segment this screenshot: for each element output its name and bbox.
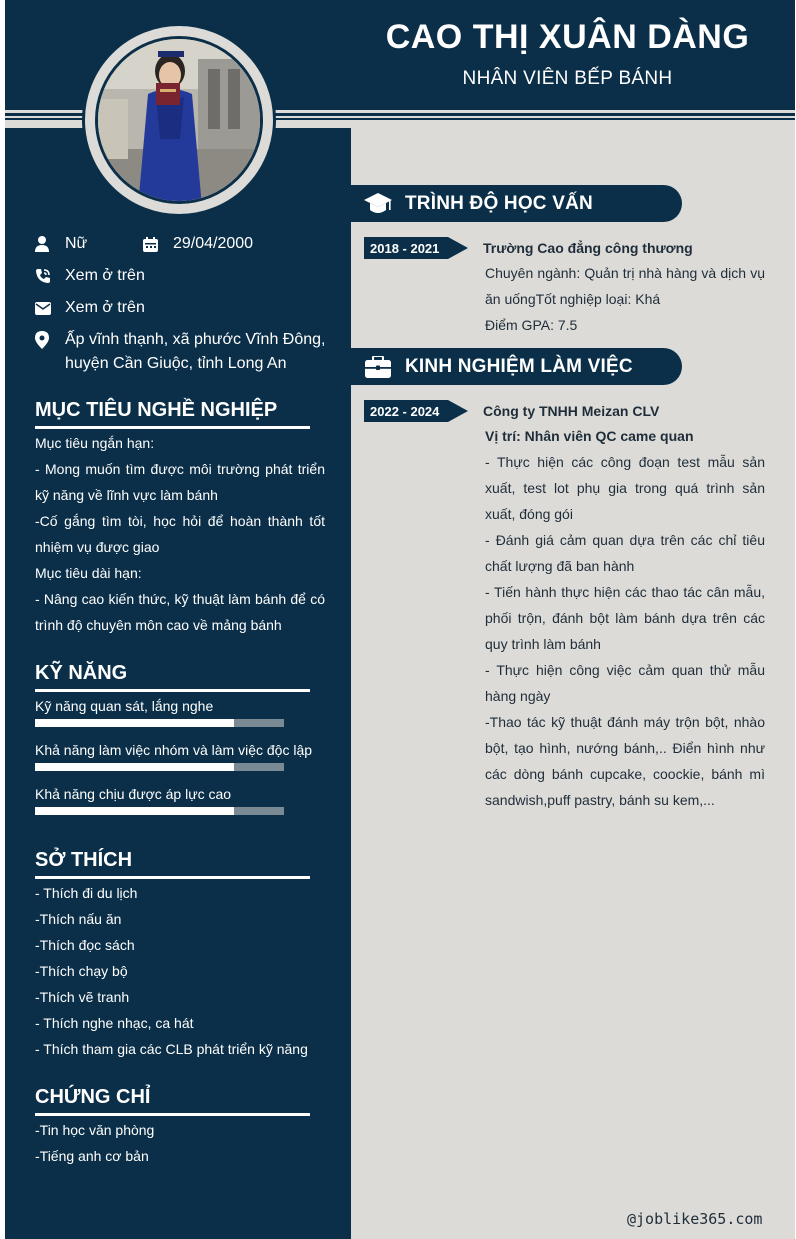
objective-heading: MỤC TIÊU NGHỀ NGHIỆP	[35, 399, 278, 421]
experience-position: Vị trí: Nhân viên QC came quan	[485, 428, 694, 444]
graduate-photo-icon	[98, 39, 263, 204]
hobby-item: -Thích nấu ăn	[35, 911, 122, 927]
email-row	[35, 296, 145, 320]
skill-label: Kỹ năng quan sát, lắng nghe	[35, 698, 214, 714]
hobby-item: -Thích đọc sách	[35, 937, 135, 953]
hobbies-list	[35, 880, 325, 1062]
hobbies-divider	[35, 876, 310, 879]
experience-header	[351, 348, 682, 385]
objective-line: - Nâng cao kiến thức, kỹ thuật làm bánh để có trình độ chuyên môn cao về mảng bánh	[35, 591, 325, 633]
experience-line: - Tiến hành thực hiện các thao tác cân mẫu, phối trộn, đánh bột làm bánh dựa trên các quy trình làm bánh	[485, 584, 765, 652]
experience-company: Công ty TNHH Meizan CLV	[483, 403, 660, 419]
education-heading: TRÌNH ĐỘ HỌC VẤN	[405, 192, 593, 214]
hobby-item: - Thích tham gia các CLB phát triển kỹ năng	[35, 1041, 308, 1057]
education-period-tag	[364, 237, 468, 259]
experience-line: - Đánh giá cảm quan dựa trên các chỉ tiêu chất lượng đã ban hành	[485, 532, 765, 574]
address-value: Ấp vĩnh thạnh, xã phước Vĩnh Đông, huyện Cần Giuộc, tỉnh Long An	[65, 331, 326, 372]
envelope-icon	[35, 296, 65, 320]
objective-text	[35, 430, 325, 638]
phone-value: Xem ở trên	[65, 267, 145, 284]
gender-value: Nữ	[65, 235, 88, 252]
calendar-icon	[143, 232, 173, 256]
footer-watermark: @joblike365.com	[627, 1210, 763, 1228]
education-details	[485, 260, 765, 338]
education-header	[351, 185, 682, 222]
skills-heading: KỸ NĂNG	[35, 662, 128, 684]
certificates-list	[35, 1117, 325, 1169]
gender-row	[35, 232, 87, 256]
skill-bar	[35, 719, 284, 727]
hobby-item: -Thích chạy bộ	[35, 963, 128, 979]
experience-heading: KINH NGHIỆM LÀM VIỆC	[405, 355, 633, 377]
skills-divider	[35, 689, 310, 692]
phone-icon	[35, 264, 65, 288]
objective-line: Mục tiêu ngắn hạn:	[35, 435, 155, 451]
skill-bar-fill	[35, 719, 234, 727]
skill-label: Khả năng làm việc nhóm và làm việc độc lập	[35, 742, 313, 758]
location-pin-icon	[35, 328, 65, 352]
hobby-item: - Thích đi du lịch	[35, 885, 138, 901]
hobby-item: - Thích nghe nhạc, ca hát	[35, 1015, 194, 1031]
phone-row	[35, 264, 145, 288]
experience-period-tag	[364, 400, 468, 422]
education-line: Điểm GPA: 7.5	[485, 317, 578, 333]
candidate-name: CAO THỊ XUÂN DÀNG	[385, 18, 750, 56]
skill-bar	[35, 807, 284, 815]
job-title: NHÂN VIÊN BẾP BÁNH	[462, 68, 673, 89]
hobby-item: -Thích vẽ tranh	[35, 989, 130, 1005]
avatar	[82, 23, 276, 217]
objective-divider	[35, 426, 310, 429]
skill-bar-fill	[35, 807, 234, 815]
objective-line: - Mong muốn tìm được môi trường phát triển kỹ năng về lĩnh vực làm bánh	[35, 461, 325, 503]
email-value: Xem ở trên	[65, 299, 145, 316]
experience-line: - Thực hiện công việc cảm quan thử mẫu hàng ngày	[485, 662, 765, 704]
experience-period: 2022 - 2024	[370, 403, 440, 419]
skill-bar-fill	[35, 763, 234, 771]
objective-line: -Cố gắng tìm tòi, học hỏi để hoàn thành tốt nhiệm vụ được giao	[35, 513, 325, 555]
objective-line: Mục tiêu dài hạn:	[35, 565, 142, 581]
cv-page	[5, 0, 795, 1239]
education-period: 2018 - 2021	[370, 240, 440, 256]
hobbies-heading: SỞ THÍCH	[35, 849, 133, 871]
certificate-item: -Tin học văn phòng	[35, 1122, 155, 1138]
birthdate-value: 29/04/2000	[173, 235, 254, 252]
briefcase-icon	[351, 356, 405, 378]
experience-details	[485, 449, 765, 813]
graduation-cap-icon	[351, 192, 405, 216]
education-line: Chuyên ngành: Quản trị nhà hàng và dịch vụ ăn uốngTốt nghiệp loại: Khá	[485, 265, 765, 307]
skill-bar	[35, 763, 284, 771]
certificates-heading: CHỨNG CHỈ	[35, 1086, 151, 1108]
address-row	[35, 328, 335, 376]
certificate-item: -Tiếng anh cơ bản	[35, 1148, 149, 1164]
avatar-photo	[95, 36, 263, 204]
education-school: Trường Cao đẳng công thương	[483, 240, 693, 256]
experience-line: -Thao tác kỹ thuật đánh máy trộn bột, nhào bột, tạo hình, nướng bánh,.. Điển hình như các dòng bánh cupcake, coockie, bánh mì sandwish,puff pastry, bánh su kem,...	[485, 714, 765, 808]
certificates-divider	[35, 1113, 310, 1116]
skill-label: Khả năng chịu được áp lực cao	[35, 786, 232, 802]
person-icon	[35, 232, 65, 256]
birthdate-row	[143, 232, 253, 256]
experience-line: - Thực hiện các công đoạn test mẫu sản xuất, test lot phụ gia trong quá trình sản xuất, đóng gói	[485, 454, 765, 522]
